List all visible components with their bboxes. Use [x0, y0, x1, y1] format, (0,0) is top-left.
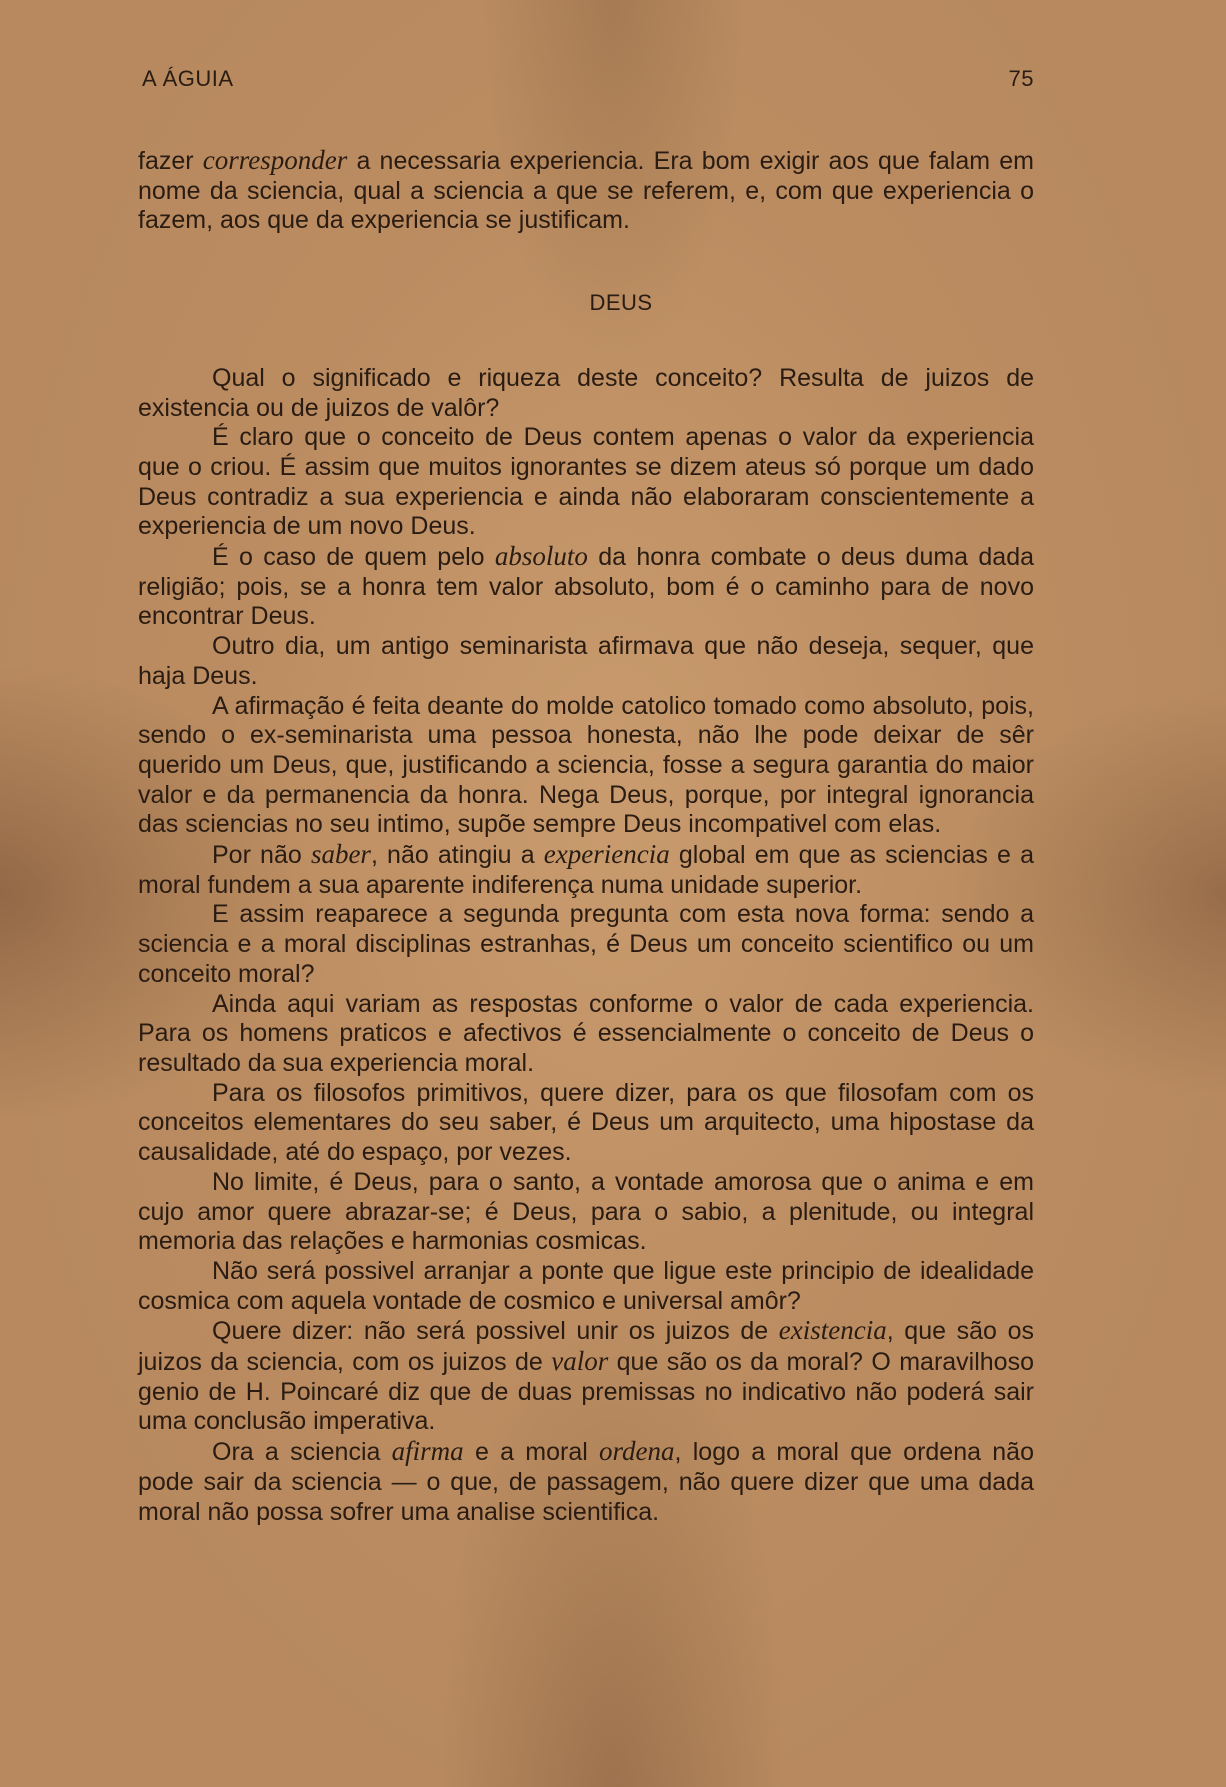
paragraph-6: [138, 840, 1034, 900]
text-run: Ora a sciencia: [212, 1438, 392, 1467]
paragraph-13: [138, 1437, 1034, 1527]
text-run: que são os da moral? O maravilhoso genio de H. Poincaré diz que de duas premissas no indicativo não poderá sair uma conclusão imperativa.: [138, 1348, 1034, 1436]
italic-run: absoluto: [494, 541, 588, 572]
running-title: A ÁGUIA: [142, 66, 234, 91]
paragraph-4: Outro dia, um antigo seminarista afirmava que não deseja, sequer, que haja Deus.: [138, 632, 1034, 690]
paragraph-10: No limite, é Deus, para o santo, a vontade amorosa que o anima e em cujo amor quere abrazar-se; é Deus, para o sabio, a plenitude, ou integral memoria das relações e harmonias cosmicas.: [138, 1167, 1034, 1256]
page-number: 75: [1008, 66, 1034, 91]
italic-run: corresponder: [202, 145, 348, 175]
text-run: , não atingiu a: [370, 841, 544, 870]
paragraph-1: Qual o significado e riqueza deste conceito? Resulta de juizos de existencia ou de juizos de valôr?: [138, 363, 1034, 422]
paragraph-8: Ainda aqui variam as respostas conforme o valor de cada experiencia. Para os homens praticos e afectivos é essencialmente o conceito de Deus o resultado da sua experiencia moral.: [138, 989, 1034, 1077]
italic-run: experiencia: [543, 839, 670, 870]
text-run: da honra combate o deus duma dada religião; pois, se a honra tem valor absoluto, bom é o caminho para de novo encontrar Deus.: [138, 543, 1035, 631]
text-run: e a moral: [463, 1438, 600, 1467]
body-text: [138, 146, 1034, 1527]
text-run: a necessaria experiencia. Era bom exigir aos que falam em nome da sciencia, qual a sciencia a que se referem, e, com que experiencia o fazem, aos que da experiencia se justificam.: [138, 147, 1034, 235]
text-run: global em que as sciencias e a moral fundem a sua aparente indiferença numa unidade superior.: [138, 841, 1035, 899]
intro-paragraph: [138, 146, 1034, 236]
paragraph-12: [138, 1316, 1034, 1437]
italic-run: valor: [551, 1346, 609, 1377]
paragraph-5: A afirmação é feita deante do molde catolico tomado como absoluto, pois, sendo o ex-seminarista uma pessoa honesta, não lhe pode deixar de sêr querido um Deus, que, justificando a sciencia, fosse a segura garantia do maior valor e da permanencia da honra. Nega Deus, porque, por integral ignorancia das sciencias no seu intimo, supõe sempre Deus incompativel com elas.: [138, 691, 1034, 839]
italic-run: existencia: [778, 1315, 887, 1346]
section-heading: DEUS: [589, 290, 653, 316]
paragraph-11: Não será possivel arranjar a ponte que ligue este principio de idealidade cosmica com aquela vontade de cosmico e universal amôr?: [138, 1256, 1034, 1315]
paragraph-9: Para os filosofos primitivos, quere dizer, para os que filosofam com os conceitos elementares do seu saber, é Deus um arquitecto, uma hipostase da causalidade, até do espaço, por vezes.: [138, 1078, 1034, 1167]
italic-run: ordena: [599, 1436, 675, 1467]
text-run: Por não: [212, 841, 311, 870]
text-run: Quere dizer: não será possivel unir os juizos de: [212, 1317, 779, 1346]
text-run: , que são os juizos da sciencia, com os juizos de: [138, 1317, 1034, 1377]
running-header: [142, 66, 1034, 96]
paragraph-3: [138, 542, 1034, 632]
paragraph-2: É claro que o conceito de Deus contem apenas o valor da experiencia que o criou. É assim que muitos ignorantes se dizem ateus só porque um dado Deus contradiz a sua experiencia e ainda não elaboraram conscientemente a experiencia de um novo Deus.: [138, 423, 1034, 541]
italic-run: saber: [310, 839, 371, 870]
text-run: , logo a moral que ordena não pode sair da sciencia — o que, de passagem, não quere dizer que uma dada moral não possa sofrer uma analise scientifica.: [138, 1438, 1034, 1526]
paragraph-7: E assim reaparece a segunda pregunta com esta nova forma: sendo a sciencia e a moral disciplinas estranhas, é Deus um conceito scientifico ou um conceito moral?: [138, 900, 1034, 988]
text-run: É o caso de quem pelo: [212, 543, 495, 572]
text-run: fazer: [138, 147, 203, 175]
italic-run: afirma: [391, 1436, 464, 1467]
